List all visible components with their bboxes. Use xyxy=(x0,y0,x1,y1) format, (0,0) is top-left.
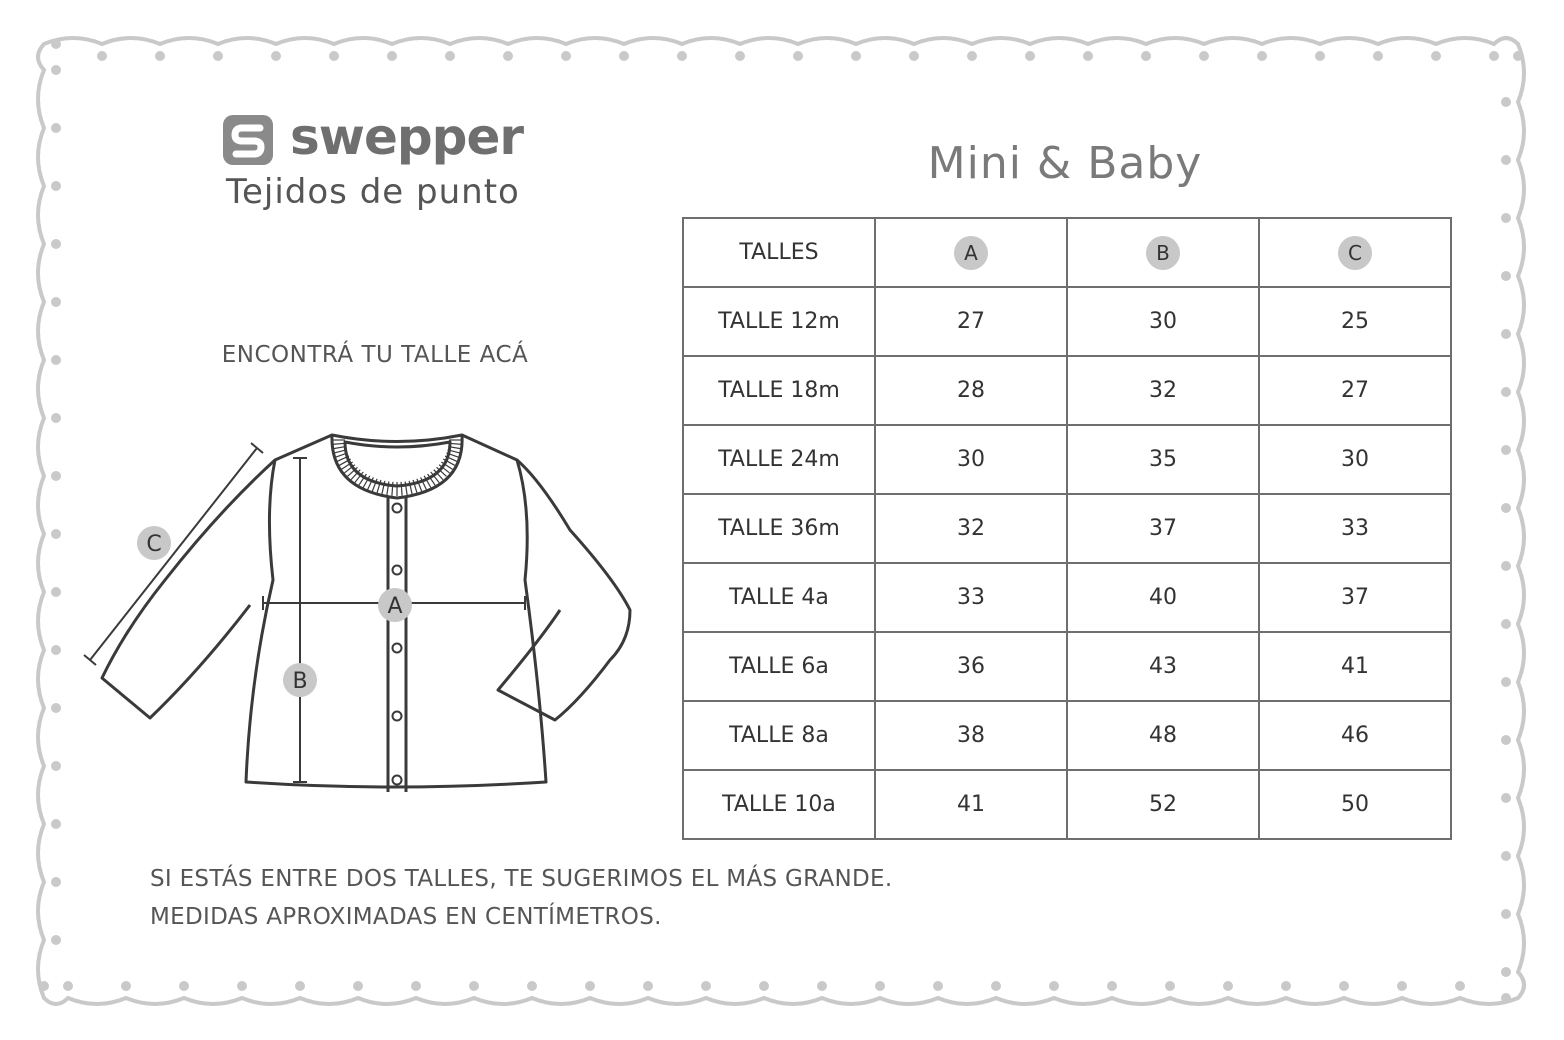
header-a-badge: A xyxy=(954,236,988,270)
value-b-cell: 52 xyxy=(1067,770,1259,839)
swepper-logo-icon xyxy=(222,114,276,168)
table-row xyxy=(683,770,1451,839)
button-1 xyxy=(393,504,402,513)
button-4 xyxy=(393,712,402,721)
button-5 xyxy=(393,776,402,785)
header-talles: TALLES xyxy=(683,218,875,287)
measure-c-label: C xyxy=(146,532,162,557)
size-cell: TALLE 12m xyxy=(683,287,875,356)
note-between-sizes: SI ESTÁS ENTRE DOS TALLES, TE SUGERIMOS EL MÁS GRANDE. xyxy=(150,866,893,892)
value-a-cell: 27 xyxy=(875,287,1067,356)
value-c-cell: 27 xyxy=(1259,356,1451,425)
brand-tagline: Tejidos de punto xyxy=(226,172,520,212)
table-header-row xyxy=(683,218,1451,287)
value-a-cell: 28 xyxy=(875,356,1067,425)
header-b xyxy=(1067,218,1259,287)
measure-b-line xyxy=(293,458,307,782)
table-row xyxy=(683,563,1451,632)
value-a-cell: 30 xyxy=(875,425,1067,494)
header-c xyxy=(1259,218,1451,287)
table-row xyxy=(683,287,1451,356)
size-cell: TALLE 8a xyxy=(683,701,875,770)
value-b-cell: 32 xyxy=(1067,356,1259,425)
value-b-cell: 35 xyxy=(1067,425,1259,494)
collection-title: Mini & Baby xyxy=(927,138,1203,189)
value-c-cell: 30 xyxy=(1259,425,1451,494)
value-b-cell: 37 xyxy=(1067,494,1259,563)
value-b-cell: 40 xyxy=(1067,563,1259,632)
value-c-cell: 25 xyxy=(1259,287,1451,356)
value-a-cell: 41 xyxy=(875,770,1067,839)
brand-logo xyxy=(222,108,542,222)
table-row xyxy=(683,356,1451,425)
table-row xyxy=(683,701,1451,770)
value-a-cell: 33 xyxy=(875,563,1067,632)
brand-name: swepper xyxy=(290,108,524,166)
value-c-cell: 50 xyxy=(1259,770,1451,839)
measure-c-line xyxy=(84,443,263,665)
size-cell: TALLE 6a xyxy=(683,632,875,701)
table-row xyxy=(683,632,1451,701)
measure-b-label: B xyxy=(292,669,308,694)
value-b-cell: 43 xyxy=(1067,632,1259,701)
value-b-cell: 48 xyxy=(1067,701,1259,770)
button-3 xyxy=(393,644,402,653)
cardigan-diagram xyxy=(70,420,650,800)
header-a xyxy=(875,218,1067,287)
header-c-badge: C xyxy=(1338,236,1372,270)
size-cell: TALLE 36m xyxy=(683,494,875,563)
measure-a-label: A xyxy=(387,594,403,619)
size-cell: TALLE 18m xyxy=(683,356,875,425)
cardigan-right-sleeve xyxy=(498,460,630,720)
size-table xyxy=(682,217,1452,840)
size-cell: TALLE 4a xyxy=(683,563,875,632)
size-cell: TALLE 24m xyxy=(683,425,875,494)
value-c-cell: 41 xyxy=(1259,632,1451,701)
table-row xyxy=(683,494,1451,563)
header-b-badge: B xyxy=(1146,236,1180,270)
button-2 xyxy=(393,566,402,575)
value-b-cell: 30 xyxy=(1067,287,1259,356)
find-size-heading: ENCONTRÁ TU TALLE ACÁ xyxy=(221,342,529,368)
value-c-cell: 33 xyxy=(1259,494,1451,563)
value-a-cell: 32 xyxy=(875,494,1067,563)
value-c-cell: 46 xyxy=(1259,701,1451,770)
value-a-cell: 38 xyxy=(875,701,1067,770)
value-a-cell: 36 xyxy=(875,632,1067,701)
size-cell: TALLE 10a xyxy=(683,770,875,839)
note-approximate-measures: MEDIDAS APROXIMADAS EN CENTÍMETROS. xyxy=(150,904,662,930)
table-row xyxy=(683,425,1451,494)
value-c-cell: 37 xyxy=(1259,563,1451,632)
cardigan-left-sleeve xyxy=(102,460,275,718)
